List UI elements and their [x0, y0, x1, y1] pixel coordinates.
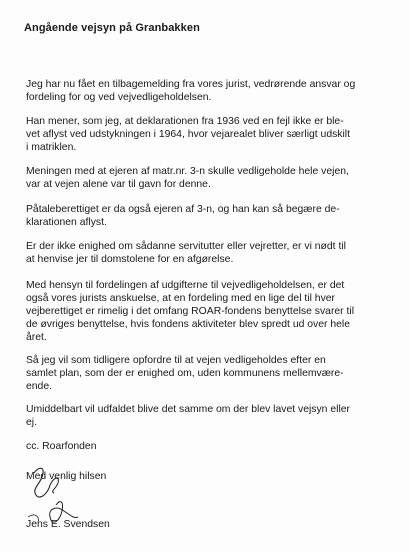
paragraph-declaration-1936: Han mener, som jeg, at deklarationen fra 1936 ved en fejl ikke er ble- vet aflyst ved udstykningen i 1964, hvor vejarealet bliver særligt udskilt i matriklen.: [26, 116, 351, 153]
closing-greeting: Med venlig hilsen: [26, 471, 107, 482]
paragraph-jurist-feedback: Jeg har nu fået en tilbagemelding fra vores jurist, vedrørende ansvar og fordeling for og ved vejvedligeholdelsen.: [26, 79, 356, 103]
signature-name: Jens E. Svendsen: [26, 519, 110, 530]
paragraph-joint-plan: Så jeg vil som tidligere opfordre til at vejen vedligeholdes efter en samlet plan, som der er enighed om, uden kommunens mellemvære- ende.: [26, 355, 344, 392]
paragraph-courts: Er der ikke enighed om sådanne servitutter eller vejretter, er vi nødt til at henvise jer til domstolene for en afgørelse.: [26, 241, 346, 265]
paragraph-road-inspection: Umiddelbart vil udfaldet blive det samme om der blev lavet vejsyn eller ej.: [26, 404, 350, 428]
paragraph-cancellation: Påtaleberettiget er da også ejeren af 3-n, og han kan så begære de- klarationen aflyst.: [26, 204, 340, 228]
cc-line: cc. Roarfonden: [26, 441, 97, 452]
handwritten-signature: [20, 455, 110, 545]
paragraph-owner-maintenance: Meningen med at ejeren af matr.nr. 3-n skulle vedligeholde hele vejen, var at vejen alene var til gavn for denne.: [26, 166, 349, 190]
paragraph-cost-distribution: Med hensyn til fordelingen af udgifterne til vejvedligeholdelsen, er det også vores jurists anskuelse, at en fordeling med en lige del til hver vejberettiget er rimelig i det omfang ROAR-fondens benyttelse svarer til de øvriges benyttelse, hvis fondens aktiviteter blev spredt ud over hele året.: [26, 280, 355, 343]
letter-title: Angående vejsyn på Granbakken: [24, 22, 200, 34]
